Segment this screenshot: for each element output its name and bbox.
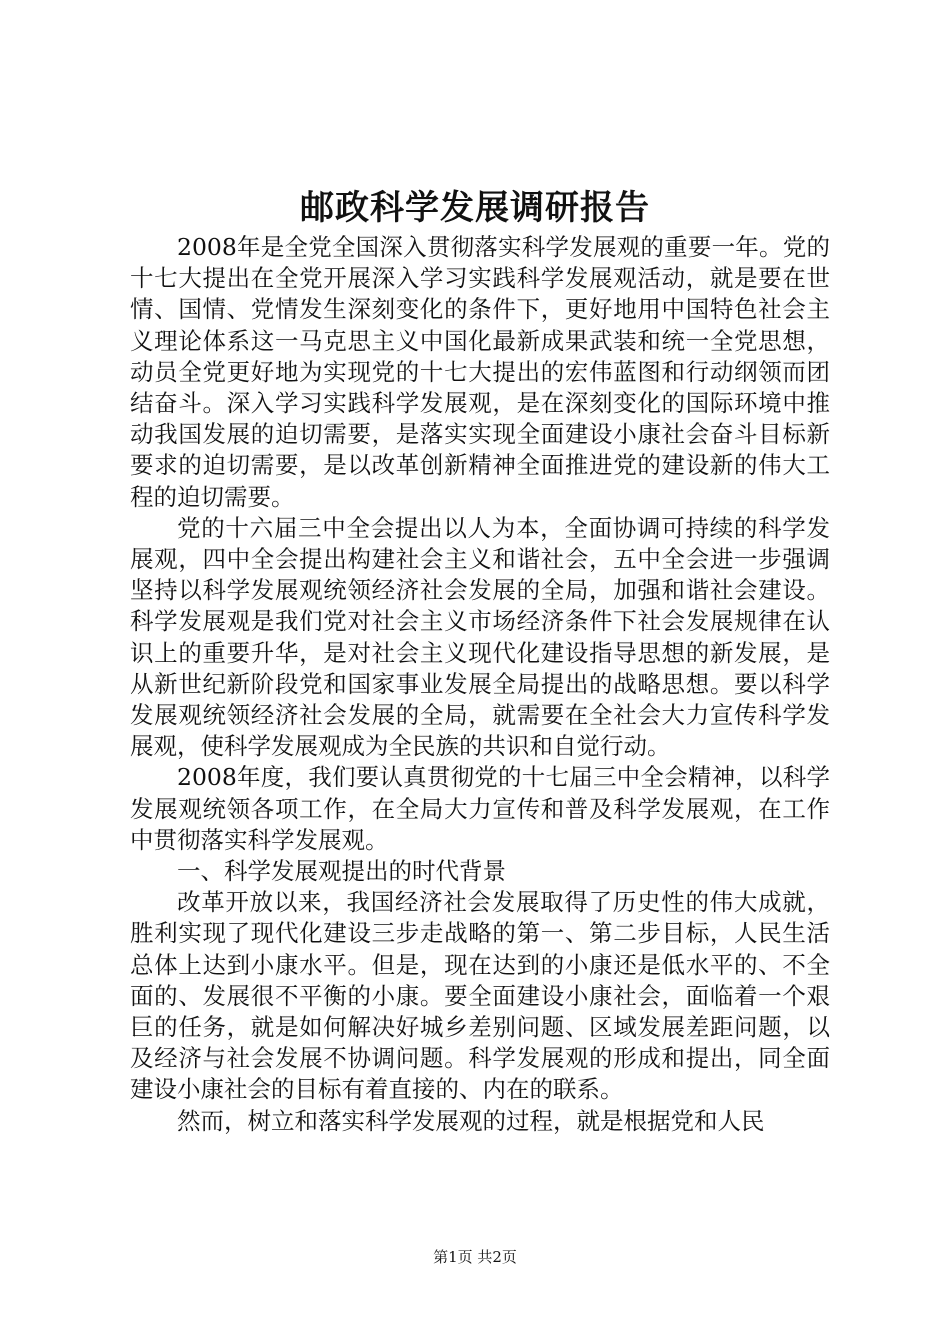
paragraph-3: 2008年度，我们要认真贯彻党的十七届三中全会精神，以科学发展观统领各项工作，在全局大力宣传和普及科学发展观，在工作中贯彻落实科学发展观。 (130, 763, 830, 854)
paragraph-4: 改革开放以来，我国经济社会发展取得了历史性的伟大成就，胜利实现了现代化建设三步走战略的第一、第二步目标，人民生活总体上达到小康水平。但是，现在达到的小康还是低水平的、不全面的、发展很不平衡的小康。要全面建设小康社会，面临着一个艰巨的任务，就是如何解决好城乡差别问题、区域发展差距问题，以及经济与社会发展不协调问题。科学发展观的形成和提出，同全面建设小康社会的目标有着直接的、内在的联系。 (130, 888, 830, 1104)
document-title: 邮政科学发展调研报告 (300, 188, 650, 228)
page-footer: 第1页 共2页 (433, 1248, 517, 1266)
paragraph-5: 然而，树立和落实科学发展观的过程，就是根据党和人民 (177, 1106, 765, 1135)
section-heading: 一、科学发展观提出的时代背景 (177, 857, 506, 886)
paragraph-1: 2008年是全党全国深入贯彻落实科学发展观的重要一年。党的十七大提出在全党开展深入学习实践科学发展观活动，就是要在世情、国情、党情发生深刻变化的条件下，更好地用中国特色社会主义理论体系这一马克思主义中国化最新成果武装和统一全党思想，动员全党更好地为实现党的十七大提出的宏伟蓝图和行动纲领而团结奋斗。深入学习实践科学发展观，是在深刻变化的国际环境中推动我国发展的迫切需要，是落实实现全面建设小康社会奋斗目标新要求的迫切需要，是以改革创新精神全面推进党的建设新的伟大工程的迫切需要。 (130, 233, 830, 511)
document-body (130, 232, 830, 1137)
paragraph-2: 党的十六届三中全会提出以人为本，全面协调可持续的科学发展观，四中全会提出构建社会主义和谐社会，五中全会进一步强调坚持以科学发展观统领经济社会发展的全局，加强和谐社会建设。科学发展观是我们党对社会主义市场经济条件下社会发展规律在认识上的重要升华，是对社会主义现代化建设指导思想的新发展，是从新世纪新阶段党和国家事业发展全局提出的战略思想。要以科学发展观统领经济社会发展的全局，就需要在全社会大力宣传科学发展观，使科学发展观成为全民族的共识和自觉行动。 (130, 513, 830, 761)
